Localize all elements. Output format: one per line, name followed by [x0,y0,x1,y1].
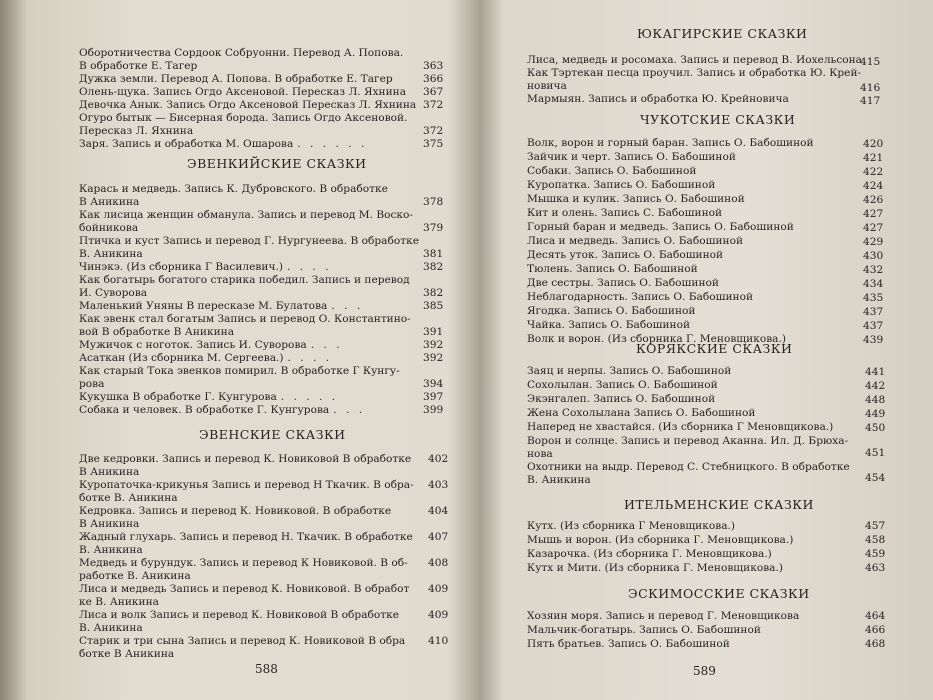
toc-entry: Кутх и Мити. (Из сборника Г. Меновщикова.) [527,562,783,574]
toc-entry: Медведь и бурундук. Запись и перевод К Новиковой. В об- работке В. Аникина [79,557,408,583]
toc-entry: Ягодка. Запись О. Бабошиной [527,305,696,317]
page-number: 407 [428,531,449,543]
page-number: 463 [865,562,886,574]
toc-entry: Две кедровки. Запись и перевод К. Новиковой В обработке В Аникина [79,453,412,479]
toc-entry: Как богатырь богатого старика победил. Запись и перевод И. Суворова [79,274,410,300]
page-number: 402 [428,453,449,465]
toc-entry: Горный баран и медведь. Запись О. Бабошиной [527,221,794,233]
toc-entry: Жадный глухарь. Запись и перевод Н. Ткачик. В обработке В. Аникина [79,531,413,557]
page-number: 424 [863,180,884,192]
page-number: 439 [863,334,884,346]
toc-entry: Лиса, медведь и росомаха. Запись и перевод В. Иохельсона [527,54,863,66]
page-number: 399 [423,404,444,416]
toc-entry: Кит и олень. Запись С. Бабошиной [527,207,723,219]
page-number: 392 [423,352,444,364]
leader-dots: . . . [310,339,343,351]
toc-entry: Хозяин моря. Запись и перевод Г. Меновщикова [527,610,800,622]
toc-entry: Сохолылан. Запись О. Бабошиной [527,379,718,391]
page-number: 468 [865,638,886,650]
page-number: 430 [863,250,884,262]
leader-dots: . . . [331,300,364,312]
toc-entry: Мышка и кулик. Запись О. Бабошиной [527,193,745,205]
section-heading: ЭСКИМОССКИЕ СКАЗКИ [628,586,810,601]
toc-entry: Оборотничества Сордоок Собруонни. Перевод А. Попова. В обработке Е. Тагер [79,47,404,73]
page-number: 429 [863,236,884,248]
page-number: 441 [865,366,886,378]
page-number: 432 [863,264,884,276]
page-number: 403 [428,479,449,491]
page-number: 409 [428,609,449,621]
toc-entry: Девочка Анык. Запись Огдо Аксеновой Пересказ Л. Яхнина [79,99,417,111]
toc-entry: Как лисица женщин обманула. Запись и перевод М. Воско- бойникова [79,209,413,235]
page-number: 415 [860,56,881,68]
toc-entry: Чинэкэ. (Из сборника Г Василевич.) . . . . [79,261,332,273]
toc-entry: Как эвенк стал богатым Запись и перевод О. Константино- вой В обработке В Аникина [79,313,411,339]
toc-entry: Куропатка. Запись О. Бабошиной [527,179,716,191]
toc-entry: Дужка земли. Перевод А. Попова. В обработке Е. Тагер [79,73,393,85]
leader-dots: . . . . . [280,391,339,403]
toc-entry: Куропаточка-крикунья Запись и перевод Н Ткачик. В обра- ботке В. Аникина [79,479,414,505]
leader-dots: . . . . [286,261,332,273]
toc-entry: Огуро бытык — Бисерная борода. Запись Огдо Аксеновой. Пересказ Л. Яхнина [79,112,408,138]
page-number: 449 [865,408,886,420]
toc-entry: Кедровка. Запись и перевод К. Новиковой. В обработке В Аникина [79,505,392,531]
section-heading: ЮКАГИРСКИЕ СКАЗКИ [637,26,808,41]
page-number: 409 [428,583,449,595]
toc-entry: Экэнгалеп. Запись О. Бабошиной [527,393,716,405]
leader-dots: . . . [333,404,366,416]
page-number: 427 [863,222,884,234]
leader-dots: . . . . . . [297,138,368,150]
toc-entry: Тюлень. Запись О. Бабошиной [527,263,698,275]
folio-left: 588 [255,662,278,676]
page-number: 448 [865,394,886,406]
toc-entry: Чайка. Запись О. Бабошиной [527,319,691,331]
toc-entry: Казарочка. (Из сборника Г. Меновщикова.) [527,548,772,560]
section-heading: ЧУКОТСКИЕ СКАЗКИ [640,112,796,127]
page-number: 382 [423,287,444,299]
page-number: 422 [863,166,884,178]
page-number: 382 [423,261,444,273]
toc-entry: Мужичок с ноготок. Запись И. Суворова . . . [79,339,343,351]
section-heading: ИТЕЛЬМЕНСКИЕ СКАЗКИ [624,497,814,512]
page-number: 450 [865,422,886,434]
toc-entry: Маленький Уняны В пересказе М. Булатова . . . [79,300,364,312]
toc-entry: Кутх. (Из сборника Г Меновщикова.) [527,520,736,532]
page-number: 420 [863,138,884,150]
toc-entry: Волк и ворон. (Из сборника Г. Меновщикова.) [527,333,786,345]
toc-entry: Охотники на выдр. Перевод С. Стебницкого. В обработке В. Аникина [527,461,850,487]
toc-entry: Как Тэртекан песца проучил. Запись и обработка Ю. Крей- новича [527,67,862,93]
toc-entry: Мышь и ворон. (Из сборника Г. Меновщикова.) [527,534,794,546]
page-number: 404 [428,505,449,517]
page-number: 372 [423,99,444,111]
page-number: 375 [423,138,444,150]
toc-entry: Пять братьев. Запись О. Бабошиной [527,638,730,650]
toc-entry: Жена Сохолылана Запись О. Бабошиной [527,407,756,419]
toc-entry: Как старый Тока эвенков помирил. В обработке Г Кунгу- рова [79,365,400,391]
leader-dots: . . . . [287,352,333,364]
toc-entry: Лиса и медведь. Запись О. Бабошиной [527,235,744,247]
toc-entry: Заяц и нерпы. Запись О. Бабошиной [527,365,732,377]
toc-entry: Волк, ворон и горный баран. Запись О. Бабошиной [527,137,814,149]
page-number: 417 [860,95,881,107]
toc-entry: Олень-щука. Запись Огдо Аксеновой. Пересказ Л. Яхнина [79,86,407,98]
section-heading: КОРЯКСКИЕ СКАЗКИ [636,341,793,356]
toc-entry: Карась и медведь. Запись К. Дубровского. В обработке В Аникина [79,183,388,209]
toc-entry: Наперед не хвастайся. (Из сборника Г Меновщикова.) [527,421,834,433]
page-number: 427 [863,208,884,220]
toc-entry: Заря. Запись и обработка М. Ошарова . . . . . . [79,138,368,150]
page-number: 392 [423,339,444,351]
page-number: 410 [428,635,449,647]
toc-entry: Зайчик и черт. Запись О. Бабошиной [527,151,736,163]
page-number: 367 [423,86,444,98]
page-number: 466 [865,624,886,636]
toc-entry: Кукушка В обработке Г. Кунгурова . . . . . [79,391,339,403]
page-number: 372 [423,125,444,137]
page-number: 426 [863,194,884,206]
page-number: 385 [423,300,444,312]
section-heading: ЭВЕНСКИЕ СКАЗКИ [199,427,346,442]
page-number: 437 [863,320,884,332]
page-number: 391 [423,326,444,338]
page-number: 416 [860,82,881,94]
page-number: 451 [865,447,886,459]
toc-entry: Собака и человек. В обработке Г. Кунгурова . . . [79,404,366,416]
toc-entry: Десять уток. Запись О. Бабошиной [527,249,724,261]
page-number: 457 [865,520,886,532]
page-number: 437 [863,306,884,318]
page-number: 442 [865,380,886,392]
toc-entry: Мальчик-богатырь. Запись О. Бабошиной [527,624,761,636]
page-number: 464 [865,610,886,622]
page-number: 408 [428,557,449,569]
page-number: 381 [423,248,444,260]
toc-entry: Ворон и солнце. Запись и перевод Аканна. Ил. Д. Брюха- нова [527,435,849,461]
page-number: 459 [865,548,886,560]
toc-entry: Птичка и куст Запись и перевод Г. Нургунеева. В обработке В. Аникина [79,235,419,261]
toc-entry: Неблагодарность. Запись О. Бабошиной [527,291,754,303]
folio-right: 589 [693,664,716,678]
page-number: 458 [865,534,886,546]
page-number: 454 [865,472,886,484]
toc-entry: Мармыян. Запись и обработка Ю. Крейновича [527,93,789,105]
page-number: 378 [423,196,444,208]
toc-entry: Старик и три сына Запись и перевод К. Новиковой В обра ботке В Аникина [79,635,406,661]
toc-entry: Две сестры. Запись О. Бабошиной [527,277,719,289]
toc-entry: Собаки. Запись О. Бабошиной [527,165,697,177]
toc-entry: Асаткан (Из сборника М. Сергеева.) . . . . [79,352,333,364]
page-number: 366 [423,73,444,85]
right-page [490,0,933,700]
toc-entry: Лиса и волк Запись и перевод К. Новиковой В обработке В. Аникина [79,609,400,635]
section-heading: ЭВЕНКИЙСКИЕ СКАЗКИ [187,156,367,171]
page-number: 421 [863,152,884,164]
toc-entry: Лиса и медведь Запись и перевод К. Новиковой. В обработ ке В. Аникина [79,583,410,609]
page-number: 435 [863,292,884,304]
page-number: 394 [423,378,444,390]
page-number: 434 [863,278,884,290]
page-number: 363 [423,60,444,72]
page-number: 397 [423,391,444,403]
page-number: 379 [423,222,444,234]
